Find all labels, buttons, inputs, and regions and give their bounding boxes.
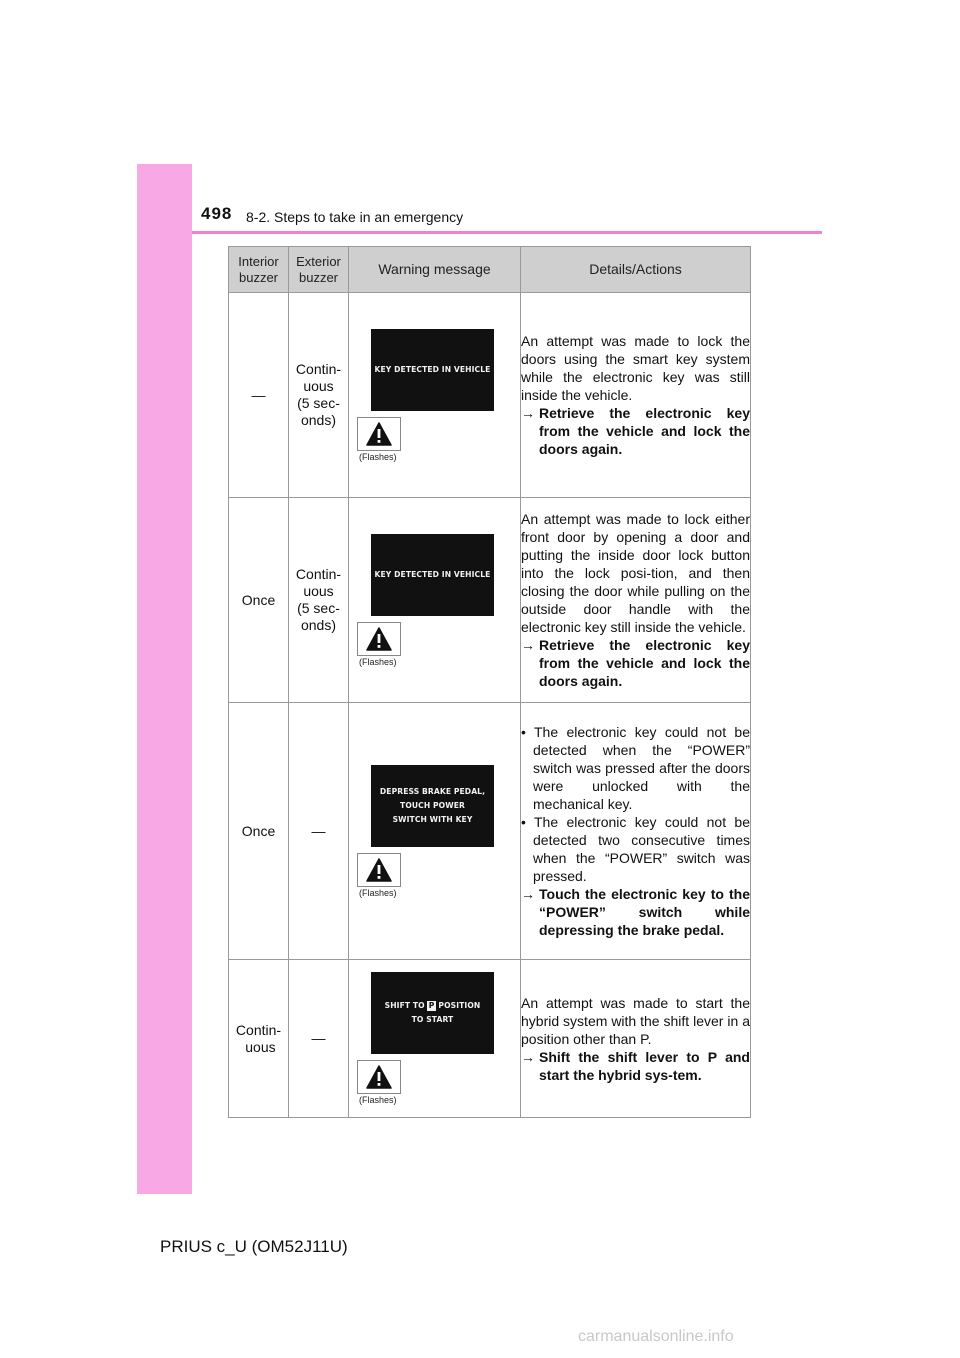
warning-message-cell <box>349 703 521 960</box>
flashes-note: (Flashes) <box>359 451 397 462</box>
exterior-buzzer-cell: Contin- uous (5 sec- onds) <box>289 498 349 703</box>
action-text: → Touch the electronic key to the “POWER” switch while depressing the brake pedal. <box>521 886 750 938</box>
bullet-icon: • <box>521 724 526 740</box>
table-row <box>229 960 751 1118</box>
details-bullet: • The electronic key could not be detected two consecutive times when the “POWER” switch was pressed. <box>521 814 751 884</box>
display-screen: KEY DETECTED IN VEHICLE <box>371 329 494 411</box>
table-row <box>229 703 751 960</box>
section-color-band <box>137 164 192 1194</box>
exterior-buzzer-cell: — <box>289 960 349 1118</box>
display-screen: SHIFT TO P POSITION TO START <box>371 972 494 1054</box>
warning-triangle-icon <box>357 622 401 656</box>
warning-message-cell <box>349 960 521 1118</box>
action-text: → Retrieve the electronic key from the vehicle and lock the doors again. <box>521 405 750 457</box>
action-text: → Shift the shift lever to P and start the hybrid sys-tem. <box>521 1048 750 1083</box>
flashes-note: (Flashes) <box>359 656 397 667</box>
footer-model-code: PRIUS c_U (OM52J11U) <box>160 1237 348 1256</box>
col-header-exterior-buzzer: Exterior buzzer <box>289 247 349 293</box>
table-header-row <box>229 247 751 293</box>
warning-message-cell <box>349 498 521 703</box>
table-row <box>229 498 751 703</box>
details-text: An attempt was made to start the hybrid system with the shift lever in a position other than P. <box>521 994 750 1047</box>
details-cell <box>521 703 751 960</box>
bullet-icon: • <box>521 814 526 830</box>
details-bullet: • The electronic key could not be detected when the “POWER” switch was pressed after the doors were unlocked with the mechanical key. <box>521 724 751 812</box>
details-text: An attempt was made to lock either front door by opening a door and putting the inside door lock button into the lock posi-tion, and then closing the door while pulling on the outside door handle with the electronic key still inside the vehicle. <box>521 511 750 635</box>
warning-triangle-icon <box>357 853 401 887</box>
arrow-icon: → <box>521 886 535 902</box>
col-header-warning-message: Warning message <box>349 247 521 293</box>
flashes-note: (Flashes) <box>359 1095 397 1105</box>
details-cell <box>521 498 751 703</box>
table-row <box>229 293 751 498</box>
arrow-icon: → <box>521 1048 535 1065</box>
interior-buzzer-cell: — <box>229 293 289 498</box>
warning-message-cell <box>349 293 521 498</box>
section-title: 8-2. Steps to take in an emergency <box>246 209 464 225</box>
col-header-interior-buzzer: Interior buzzer <box>229 247 289 293</box>
details-text: An attempt was made to lock the doors using the smart key system while the electronic key was still inside the vehicle. <box>521 333 750 403</box>
arrow-icon: → <box>521 405 535 421</box>
exterior-buzzer-cell: — <box>289 703 349 960</box>
details-cell <box>521 293 751 498</box>
interior-buzzer-cell: Once <box>229 498 289 703</box>
warning-table <box>228 246 751 1118</box>
warning-triangle-icon <box>357 1060 401 1094</box>
col-header-details-actions: Details/Actions <box>521 247 751 293</box>
header-rule <box>192 231 822 234</box>
exterior-buzzer-cell: Contin- uous (5 sec- onds) <box>289 293 349 498</box>
interior-buzzer-cell: Once <box>229 703 289 960</box>
details-cell <box>521 960 751 1118</box>
flashes-note: (Flashes) <box>359 887 397 898</box>
action-text: → Retrieve the electronic key from the vehicle and lock the doors again. <box>521 637 750 689</box>
display-screen: DEPRESS BRAKE PEDAL, TOUCH POWER SWITCH WITH KEY <box>371 765 494 847</box>
display-screen: KEY DETECTED IN VEHICLE <box>371 534 494 616</box>
interior-buzzer-cell: Contin- uous <box>229 960 289 1118</box>
watermark: carmanualsonline.info <box>578 1328 734 1345</box>
park-position-badge: P <box>428 1001 435 1010</box>
arrow-icon: → <box>521 637 535 653</box>
page-number: 498 <box>201 204 233 223</box>
warning-triangle-icon <box>357 417 401 451</box>
